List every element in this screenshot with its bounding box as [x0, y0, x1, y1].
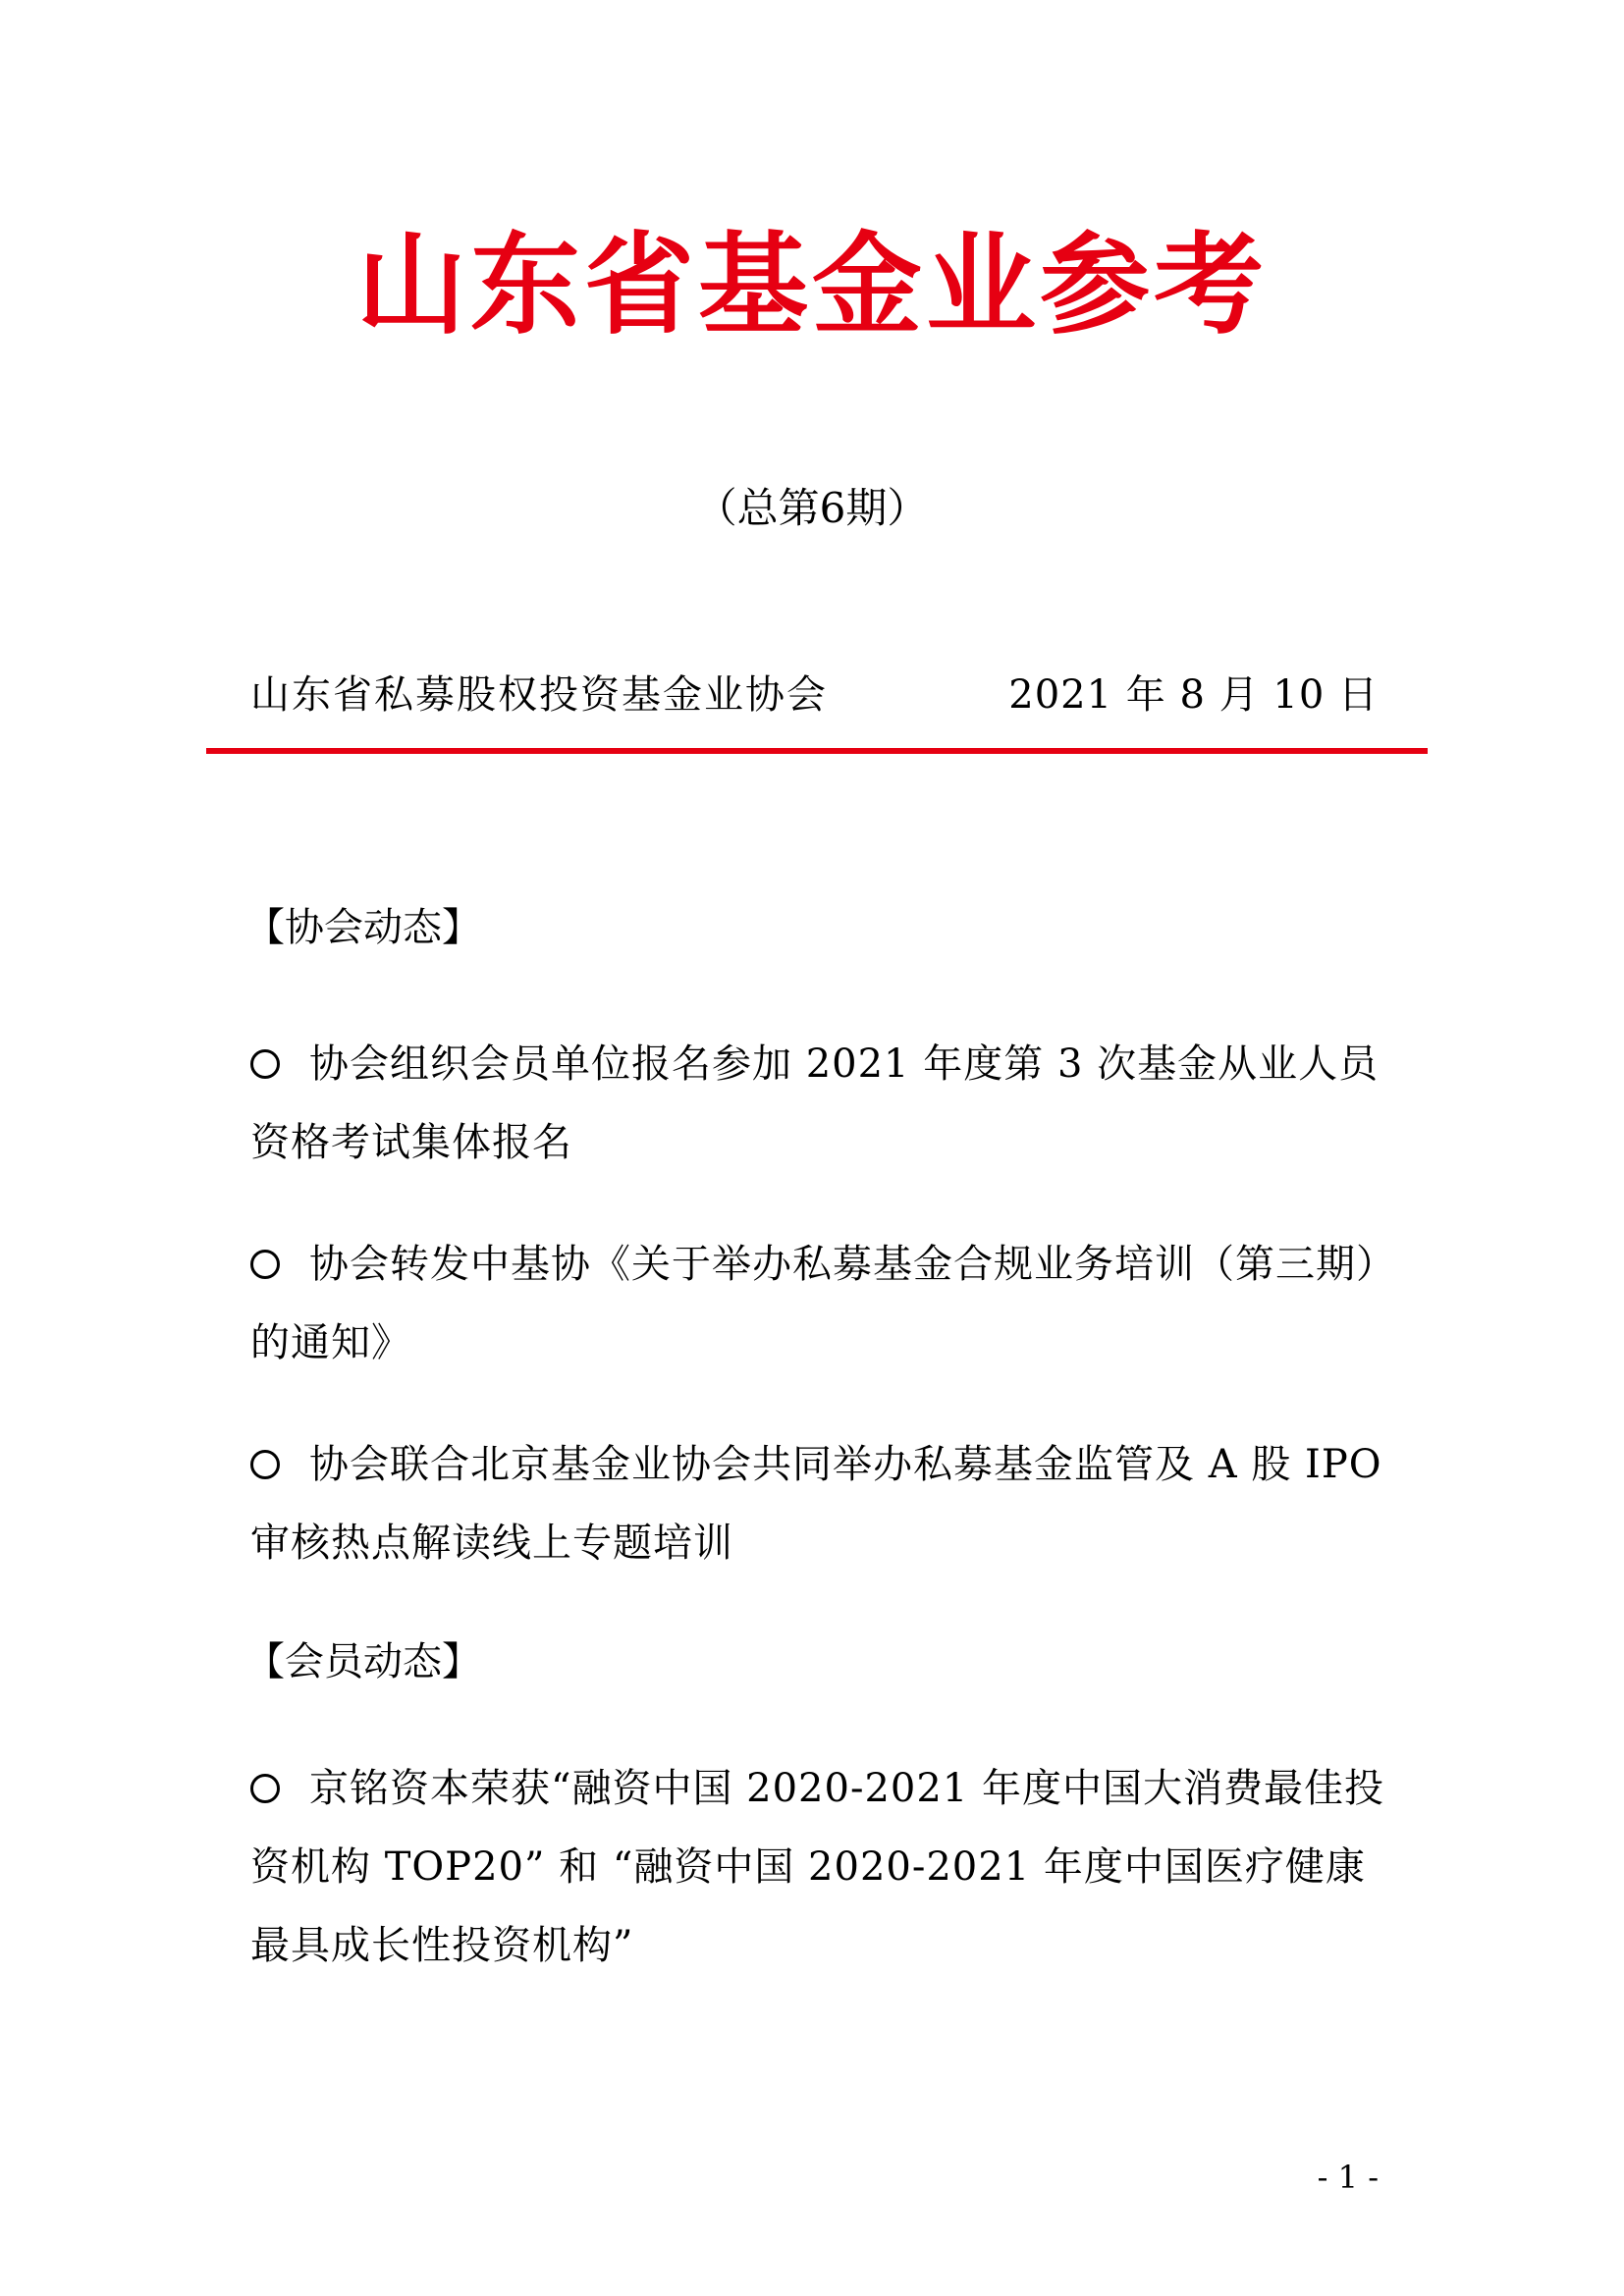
- circle-bullet-icon: [250, 1049, 280, 1079]
- news-item: [250, 1225, 1389, 1382]
- news-item: [250, 1025, 1389, 1182]
- section-heading-association: 【协会动态】: [245, 905, 481, 950]
- issuing-organization: 山东省私募股权投资基金业协会: [250, 672, 828, 718]
- news-item-text: 京铭资本荣获“融资中国 2020-2021 年度中国大消费最佳投资机构 TOP20” 和 “融资中国 2020-2021 年度中国医疗健康最具成长性投资机构”: [250, 1766, 1384, 1968]
- circle-bullet-icon: [250, 1250, 280, 1279]
- news-item-text: 协会转发中基协《关于举办私募基金合规业务培训（第三期）的通知》: [250, 1242, 1377, 1365]
- circle-bullet-icon: [250, 1450, 280, 1479]
- masthead-title: 山东省基金业参考: [356, 221, 1268, 349]
- issue-label: （总第6期）: [695, 484, 929, 532]
- circle-bullet-icon: [250, 1774, 280, 1803]
- section-heading-members: 【会员动态】: [245, 1639, 481, 1684]
- news-item-text: 协会组织会员单位报名参加 2021 年度第 3 次基金从业人员资格考试集体报名: [250, 1041, 1380, 1165]
- news-item: [250, 1425, 1389, 1582]
- news-item-text: 协会联合北京基金业协会共同举办私募基金监管及 A 股 IPO 审核热点解读线上专题培训: [250, 1442, 1382, 1566]
- header-divider-line: [206, 748, 1428, 754]
- news-item: [250, 1749, 1389, 1985]
- header-divider: [206, 748, 1428, 754]
- page-number: - 1 -: [1317, 2159, 1379, 2196]
- issue-date: 2021 年 8 月 10 日: [1008, 672, 1379, 718]
